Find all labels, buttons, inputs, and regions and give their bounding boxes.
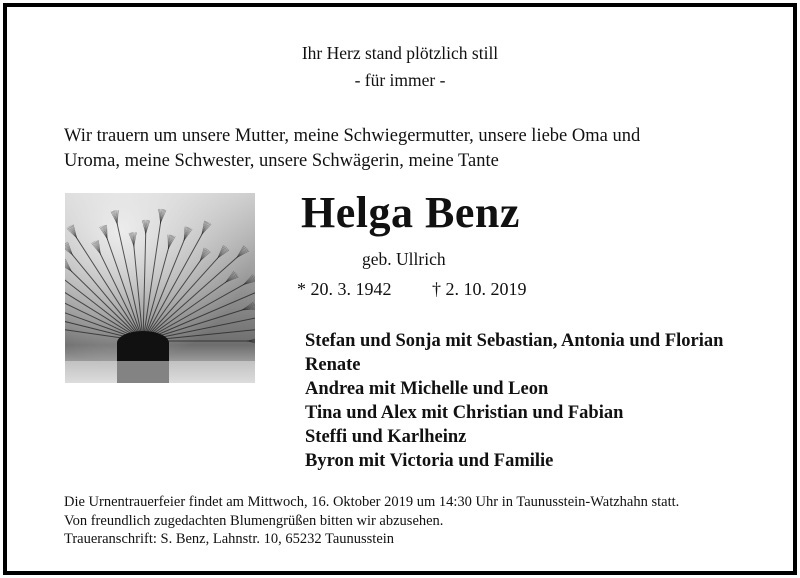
intro-line-2: Uroma, meine Schwester, unsere Schwägerin, meine Tante [64,151,499,171]
intro-line-1: Wir trauern um unsere Mutter, meine Schwiegermutter, unsere liebe Oma und [64,126,641,146]
dandelion-photo [65,193,255,383]
obituary-notice [3,3,797,575]
family-list [305,329,723,473]
deceased-name: Helga Benz [301,188,520,237]
family-line: Andrea mit Michelle und Leon [305,379,549,399]
maiden-name: geb. Ullrich [362,249,446,269]
motto-line-2: - für immer - [354,70,446,90]
notice-line-ceremony: Die Urnentrauerfeier findet am Mittwoch, 16. Oktober 2019 um 14:30 Uhr in Taunusstein-Watzhahn statt. [64,494,680,510]
family-line: Byron mit Victoria und Familie [305,451,554,471]
motto-line-1: Ihr Herz stand plötzlich still [301,43,499,63]
family-line: Renate [305,355,361,375]
ceremony-notice [64,493,679,549]
notice-line-address: Traueranschrift: S. Benz, Lahnstr. 10, 65232 Taunusstein [64,531,395,547]
family-line: Stefan und Sonja mit Sebastian, Antonia und Florian [305,331,724,351]
notice-line-flowers: Von freundlich zugedachten Blumengrüßen bitten wir abzusehen. [64,512,444,529]
death-date: † 2. 10. 2019 [432,279,527,299]
family-line: Steffi und Karlheinz [305,427,467,447]
birth-date: * 20. 3. 1942 [297,279,392,299]
family-line: Tina und Alex mit Christian und Fabian [305,403,624,423]
